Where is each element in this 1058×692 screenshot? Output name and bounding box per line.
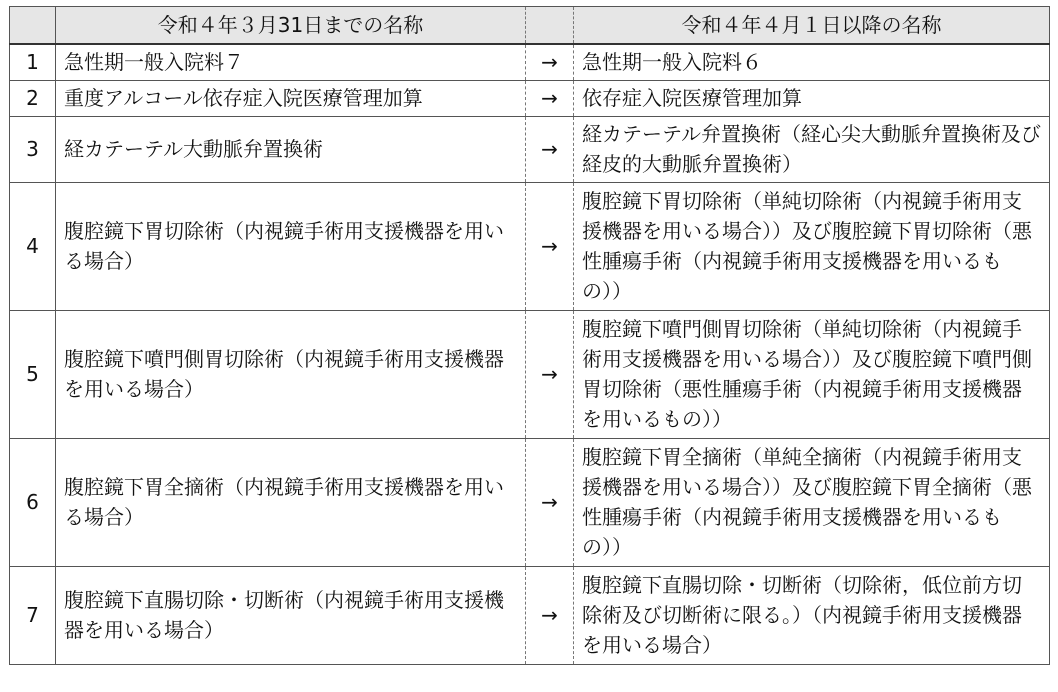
row-number: 3 [10, 116, 56, 182]
arrow-icon: → [526, 116, 574, 182]
new-name-cell: 経カテーテル弁置換術（経心尖大動脈弁置換術及び経皮的大動脈弁置換術） [574, 116, 1050, 182]
row-number: 2 [10, 80, 56, 116]
new-name-cell: 急性期一般入院料６ [574, 44, 1050, 80]
table-row [10, 438, 1050, 566]
row-number: 6 [10, 438, 56, 566]
new-name-cell: 腹腔鏡下直腸切除・切断術（切除術，低位前方切除術及び切断術に限る。）（内視鏡手術用支援機器を用いる場合） [574, 566, 1050, 664]
table-row [10, 566, 1050, 664]
arrow-icon: → [526, 438, 574, 566]
row-number: 5 [10, 310, 56, 438]
row-number: 1 [10, 44, 56, 80]
arrow-icon: → [526, 182, 574, 310]
table-row [10, 80, 1050, 116]
name-change-table [9, 6, 1050, 665]
old-name-cell: 腹腔鏡下胃全摘術（内視鏡手術用支援機器を用いる場合） [56, 438, 526, 566]
header-arrow-cell [526, 7, 574, 45]
header-old-name: 令和４年３月31日までの名称 [56, 7, 526, 45]
table-row [10, 44, 1050, 80]
old-name-cell: 経カテーテル大動脈弁置換術 [56, 116, 526, 182]
new-name-cell: 腹腔鏡下胃全摘術（単純全摘術（内視鏡手術用支援機器を用いる場合））及び腹腔鏡下胃全摘術（悪性腫瘍手術（内視鏡手術用支援機器を用いるもの）） [574, 438, 1050, 566]
arrow-icon: → [526, 310, 574, 438]
new-name-cell: 依存症入院医療管理加算 [574, 80, 1050, 116]
arrow-icon: → [526, 80, 574, 116]
old-name-cell: 腹腔鏡下胃切除術（内視鏡手術用支援機器を用いる場合） [56, 182, 526, 310]
header-new-name: 令和４年４月１日以降の名称 [574, 7, 1050, 45]
new-name-cell: 腹腔鏡下噴門側胃切除術（単純切除術（内視鏡手術用支援機器を用いる場合））及び腹腔鏡下噴門側胃切除術（悪性腫瘍手術（内視鏡手術用支援機器を用いるもの）） [574, 310, 1050, 438]
row-number: 7 [10, 566, 56, 664]
old-name-cell: 急性期一般入院料７ [56, 44, 526, 80]
arrow-icon: → [526, 44, 574, 80]
old-name-cell: 重度アルコール依存症入院医療管理加算 [56, 80, 526, 116]
table-row [10, 116, 1050, 182]
old-name-cell: 腹腔鏡下直腸切除・切断術（内視鏡手術用支援機器を用いる場合） [56, 566, 526, 664]
table-row [10, 310, 1050, 438]
header-row [10, 7, 1050, 45]
arrow-icon: → [526, 566, 574, 664]
old-name-cell: 腹腔鏡下噴門側胃切除術（内視鏡手術用支援機器を用いる場合） [56, 310, 526, 438]
table-row [10, 182, 1050, 310]
header-num-cell [10, 7, 56, 45]
new-name-cell: 腹腔鏡下胃切除術（単純切除術（内視鏡手術用支援機器を用いる場合））及び腹腔鏡下胃切除術（悪性腫瘍手術（内視鏡手術用支援機器を用いるもの）） [574, 182, 1050, 310]
row-number: 4 [10, 182, 56, 310]
